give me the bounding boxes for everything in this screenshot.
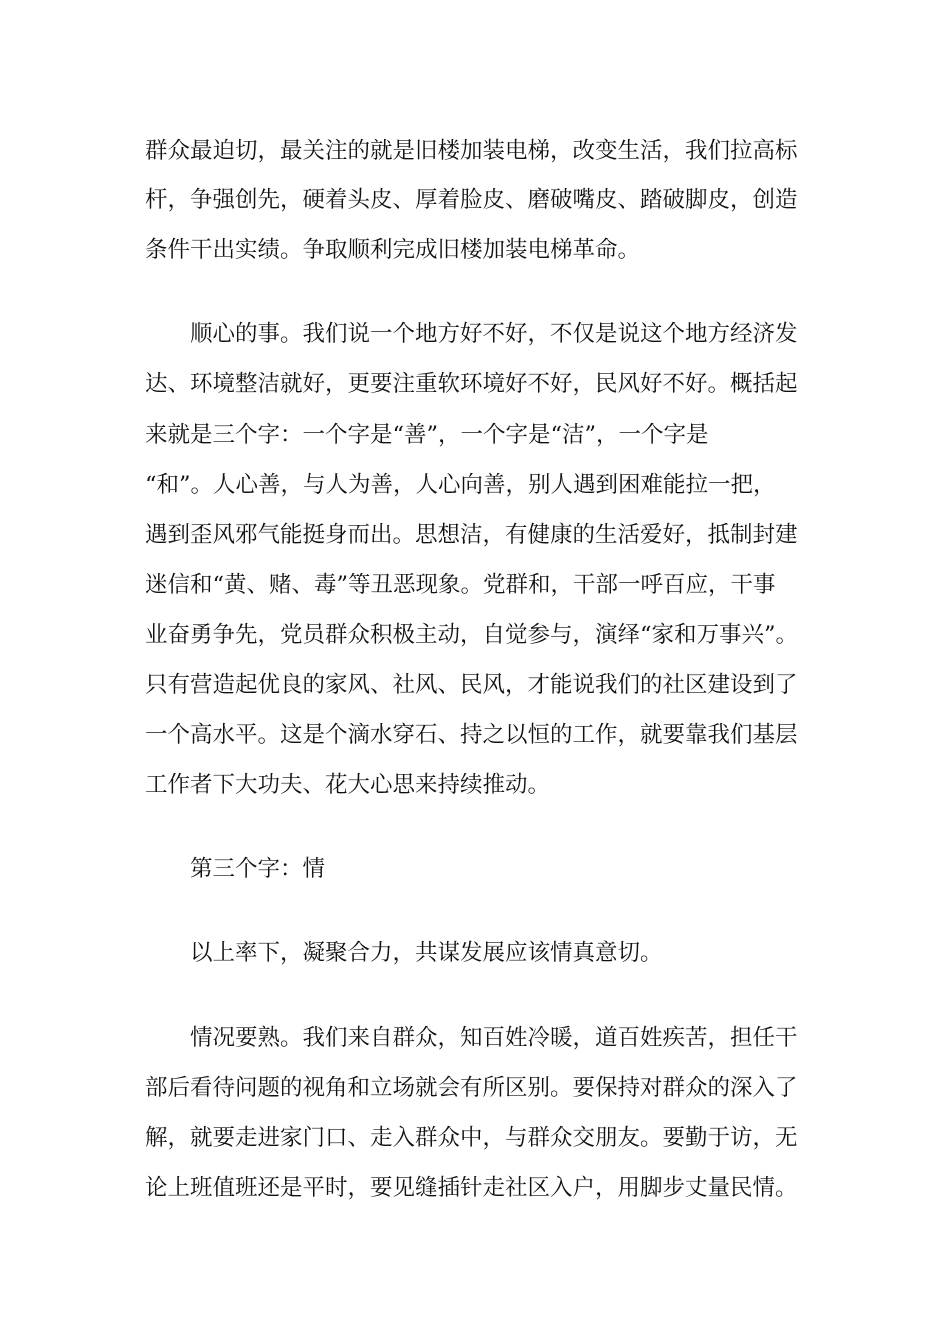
text-line: 遇到歪风邪气能挺身而出。思想洁，有健康的生活爱好，抵制封建 bbox=[145, 522, 798, 548]
section-heading: 第三个字：情 bbox=[190, 856, 326, 882]
text-line: 解，就要走进家门口、走入群众中，与群众交朋友。要勤于访，无 bbox=[145, 1125, 798, 1151]
paragraph-first-line: 情况要熟。我们来自群众，知百姓冷暖，道百姓疾苦，担任干 bbox=[190, 1025, 798, 1051]
text-line: 群众最迫切，最关注的就是旧楼加装电梯，改变生活，我们拉高标 bbox=[145, 138, 798, 164]
text-line: 条件干出实绩。争取顺利完成旧楼加装电梯革命。 bbox=[145, 237, 641, 263]
text-line: 论上班值班还是平时，要见缝插针走社区入户，用脚步丈量民情。 bbox=[145, 1175, 798, 1201]
text-line: “和”。人心善，与人为善，人心向善，别人遇到困难能拉一把， bbox=[145, 472, 776, 498]
text-line: 只有营造起优良的家风、社风、民风，才能说我们的社区建设到了 bbox=[145, 672, 798, 698]
text-line: 迷信和“黄、赌、毒”等丑恶现象。党群和，干部一呼百应，干事 bbox=[145, 572, 776, 598]
text-line: 杆，争强创先，硬着头皮、厚着脸皮、磨破嘴皮、踏破脚皮，创造 bbox=[145, 187, 798, 213]
paragraph-first-line: 以上率下，凝聚合力，共谋发展应该情真意切。 bbox=[190, 940, 663, 966]
paragraph-first-line: 顺心的事。我们说一个地方好不好，不仅是说这个地方经济发 bbox=[190, 321, 798, 347]
text-line: 一个高水平。这是个滴水穿石、持之以恒的工作，就要靠我们基层 bbox=[145, 722, 798, 748]
text-line: 部后看待问题的视角和立场就会有所区别。要保持对群众的深入了 bbox=[145, 1075, 798, 1101]
text-line: 来就是三个字：一个字是“善”，一个字是“洁”，一个字是 bbox=[145, 422, 709, 448]
text-line: 达、环境整洁就好，更要注重软环境好不好，民风好不好。概括起 bbox=[145, 371, 798, 397]
text-line: 工作者下大功夫、花大心思来持续推动。 bbox=[145, 772, 551, 798]
text-line: 业奋勇争先，党员群众积极主动，自觉参与，演绎“家和万事兴”。 bbox=[145, 622, 799, 648]
